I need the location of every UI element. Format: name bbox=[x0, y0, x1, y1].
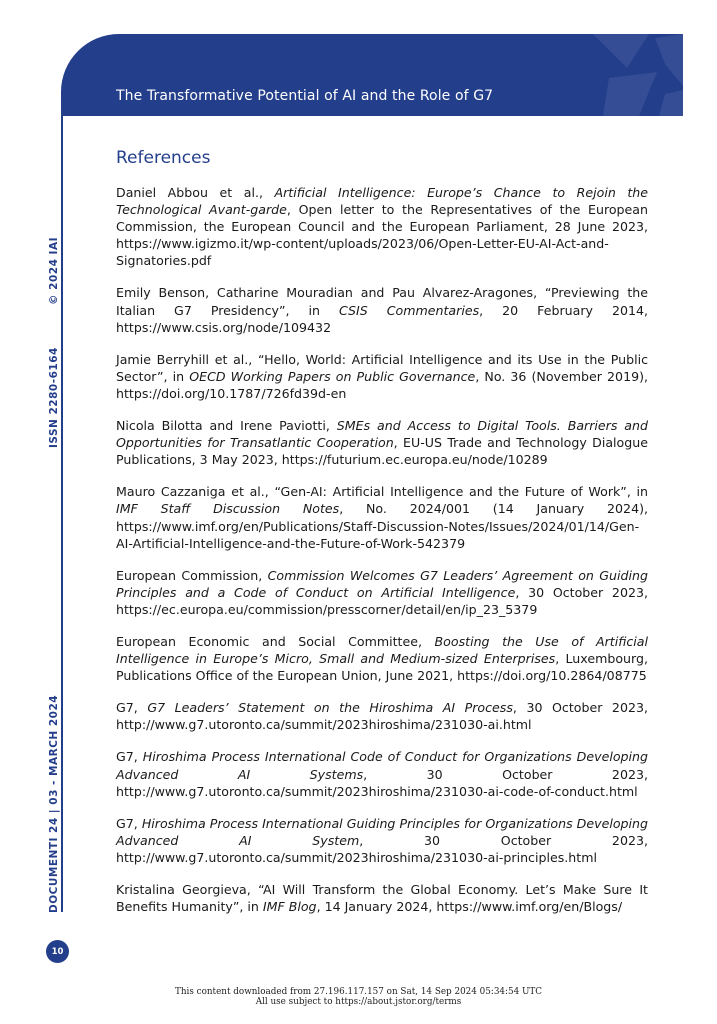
reference-text: G7, bbox=[116, 815, 142, 831]
page-number: 10 bbox=[51, 946, 64, 957]
reference-text: Jamie Berryhill et al., “Hello, World: Artificial Intelligence and its Use in the Public Sector”, in bbox=[116, 351, 648, 384]
footer-download-line: This content downloaded from 27.196.117.157 on Sat, 14 Sep 2024 05:34:54 UTC bbox=[175, 987, 542, 997]
reference-text: , Open letter to the Representatives of the European Commission, the European Council and the European Parliament, 28 June 2023, https://www.igizmo.it/wp-content/uploads/2023/06/Open-Letter-EU-AI-Act-and-Signatories.pdf bbox=[116, 202, 649, 269]
page-number-badge bbox=[46, 940, 69, 963]
sidebar-copyright: © 2024 IAI bbox=[48, 237, 60, 305]
reference-title: OECD Working Papers on Public Governance bbox=[189, 368, 476, 384]
reference-text: , Luxembourg, Publications Office of the European Union, June 2021, https://doi.org/10.2864/08775 bbox=[116, 651, 648, 684]
reference-text: Kristalina Georgieva, “AI Will Transform the Global Economy. Let’s Make Sure It Benefits Humanity”, in bbox=[116, 882, 648, 915]
reference-entry bbox=[116, 567, 648, 618]
reference-text: G7, bbox=[116, 749, 143, 765]
reference-entry bbox=[116, 184, 648, 269]
reference-title: SMEs and Access to Digital Tools. Barriers and Opportunities for Transatlantic Cooperation bbox=[116, 418, 648, 451]
sidebar-rule bbox=[61, 112, 63, 912]
reference-text: , 30 October 2023, http://www.g7.utoronto.ca/summit/2023hiroshima/231030-ai-code-of-conduct.html bbox=[116, 766, 648, 799]
reference-list bbox=[116, 184, 648, 930]
reference-text: Nicola Bilotta and Irene Paviotti, bbox=[116, 418, 337, 434]
reference-text: Emily Benson, Catharine Mouradian and Pau Alvarez-Aragones, “Previewing the Italian G7 Presidency”, in bbox=[116, 285, 648, 318]
download-footer bbox=[0, 987, 717, 1008]
reference-title: Hiroshima Process International Guiding Principles for Organizations Developing Advanced AI System bbox=[116, 815, 649, 848]
sidebar-series: DOCUMENTI 24 | 03 - MARCH 2024 bbox=[48, 694, 60, 913]
reference-title: G7 Leaders’ Statement on the Hiroshima AI Process bbox=[147, 700, 513, 716]
reference-text: , No. 2024/001 (14 January 2024), https://www.imf.org/en/Publications/Staff-Discussion-Notes/Issues/2024/01/14/Gen-AI-Artificial-Intelligence-and-the-Future-of-Work-542379 bbox=[116, 501, 648, 551]
reference-title: IMF Blog bbox=[262, 899, 317, 915]
reference-text: Daniel Abbou et al., bbox=[116, 185, 275, 200]
reference-entry bbox=[116, 633, 648, 684]
reference-entry bbox=[116, 881, 648, 915]
reference-entry bbox=[116, 815, 648, 866]
reference-text: Mauro Cazzaniga et al., “Gen-AI: Artificial Intelligence and the Future of Work”, in bbox=[116, 484, 648, 500]
sidebar-issn: ISSN 2280-6164 bbox=[48, 347, 60, 448]
section-title: References bbox=[116, 148, 211, 168]
reference-entry bbox=[116, 748, 648, 799]
running-header-title: The Transformative Potential of AI and the Role of G7 bbox=[116, 88, 494, 104]
reference-text: , No. 36 (November 2019), https://doi.org/10.1787/726fd39d-en bbox=[116, 368, 649, 401]
reference-entry bbox=[116, 699, 648, 733]
reference-text: , 30 October 2023, http://www.g7.utoronto.ca/summit/2023hiroshima/231030-ai.html bbox=[116, 700, 648, 733]
reference-text: , 30 October 2023, http://www.g7.utoronto.ca/summit/2023hiroshima/231030-ai-principles.html bbox=[116, 832, 648, 865]
footer-terms-line: All use subject to https://about.jstor.org/terms bbox=[255, 997, 462, 1008]
reference-title: Boosting the Use of Artificial Intelligence in Europe’s Micro, Small and Medium-sized Enterprises bbox=[116, 633, 648, 667]
reference-title: IMF Staff Discussion Notes bbox=[116, 501, 340, 517]
reference-text: European Commission, bbox=[116, 567, 268, 583]
reference-text: G7, bbox=[116, 700, 148, 716]
reference-text: , 14 January 2024, https://www.imf.org/en/Blogs/ bbox=[316, 899, 623, 915]
reference-text: , 30 October 2023, https://ec.europa.eu/commission/presscorner/detail/en/ip_23_5379 bbox=[116, 584, 648, 617]
reference-entry bbox=[116, 483, 648, 551]
header-decoration-icon bbox=[553, 34, 683, 116]
reference-text: , 20 February 2014, https://www.csis.org/node/109432 bbox=[116, 302, 649, 335]
reference-title: Commission Welcomes G7 Leaders’ Agreement on Guiding Principles and a Code of Conduct on Artificial Intelligence bbox=[116, 567, 649, 600]
reference-title: CSIS Commentaries bbox=[339, 302, 480, 318]
reference-entry bbox=[116, 351, 648, 402]
reference-text: , EU-US Trade and Technology Dialogue Publications, 3 May 2023, https://futurium.ec.europa.eu/node/10289 bbox=[116, 435, 648, 468]
reference-title: Artificial Intelligence: Europe’s Chance to Rejoin the Technological Avant-garde bbox=[116, 185, 649, 218]
reference-entry bbox=[116, 284, 648, 335]
reference-title: Hiroshima Process International Code of Conduct for Organizations Developing Advanced AI Systems bbox=[116, 749, 649, 782]
header-band bbox=[61, 34, 683, 116]
reference-text: European Economic and Social Committee, bbox=[116, 633, 435, 649]
reference-entry bbox=[116, 417, 648, 468]
